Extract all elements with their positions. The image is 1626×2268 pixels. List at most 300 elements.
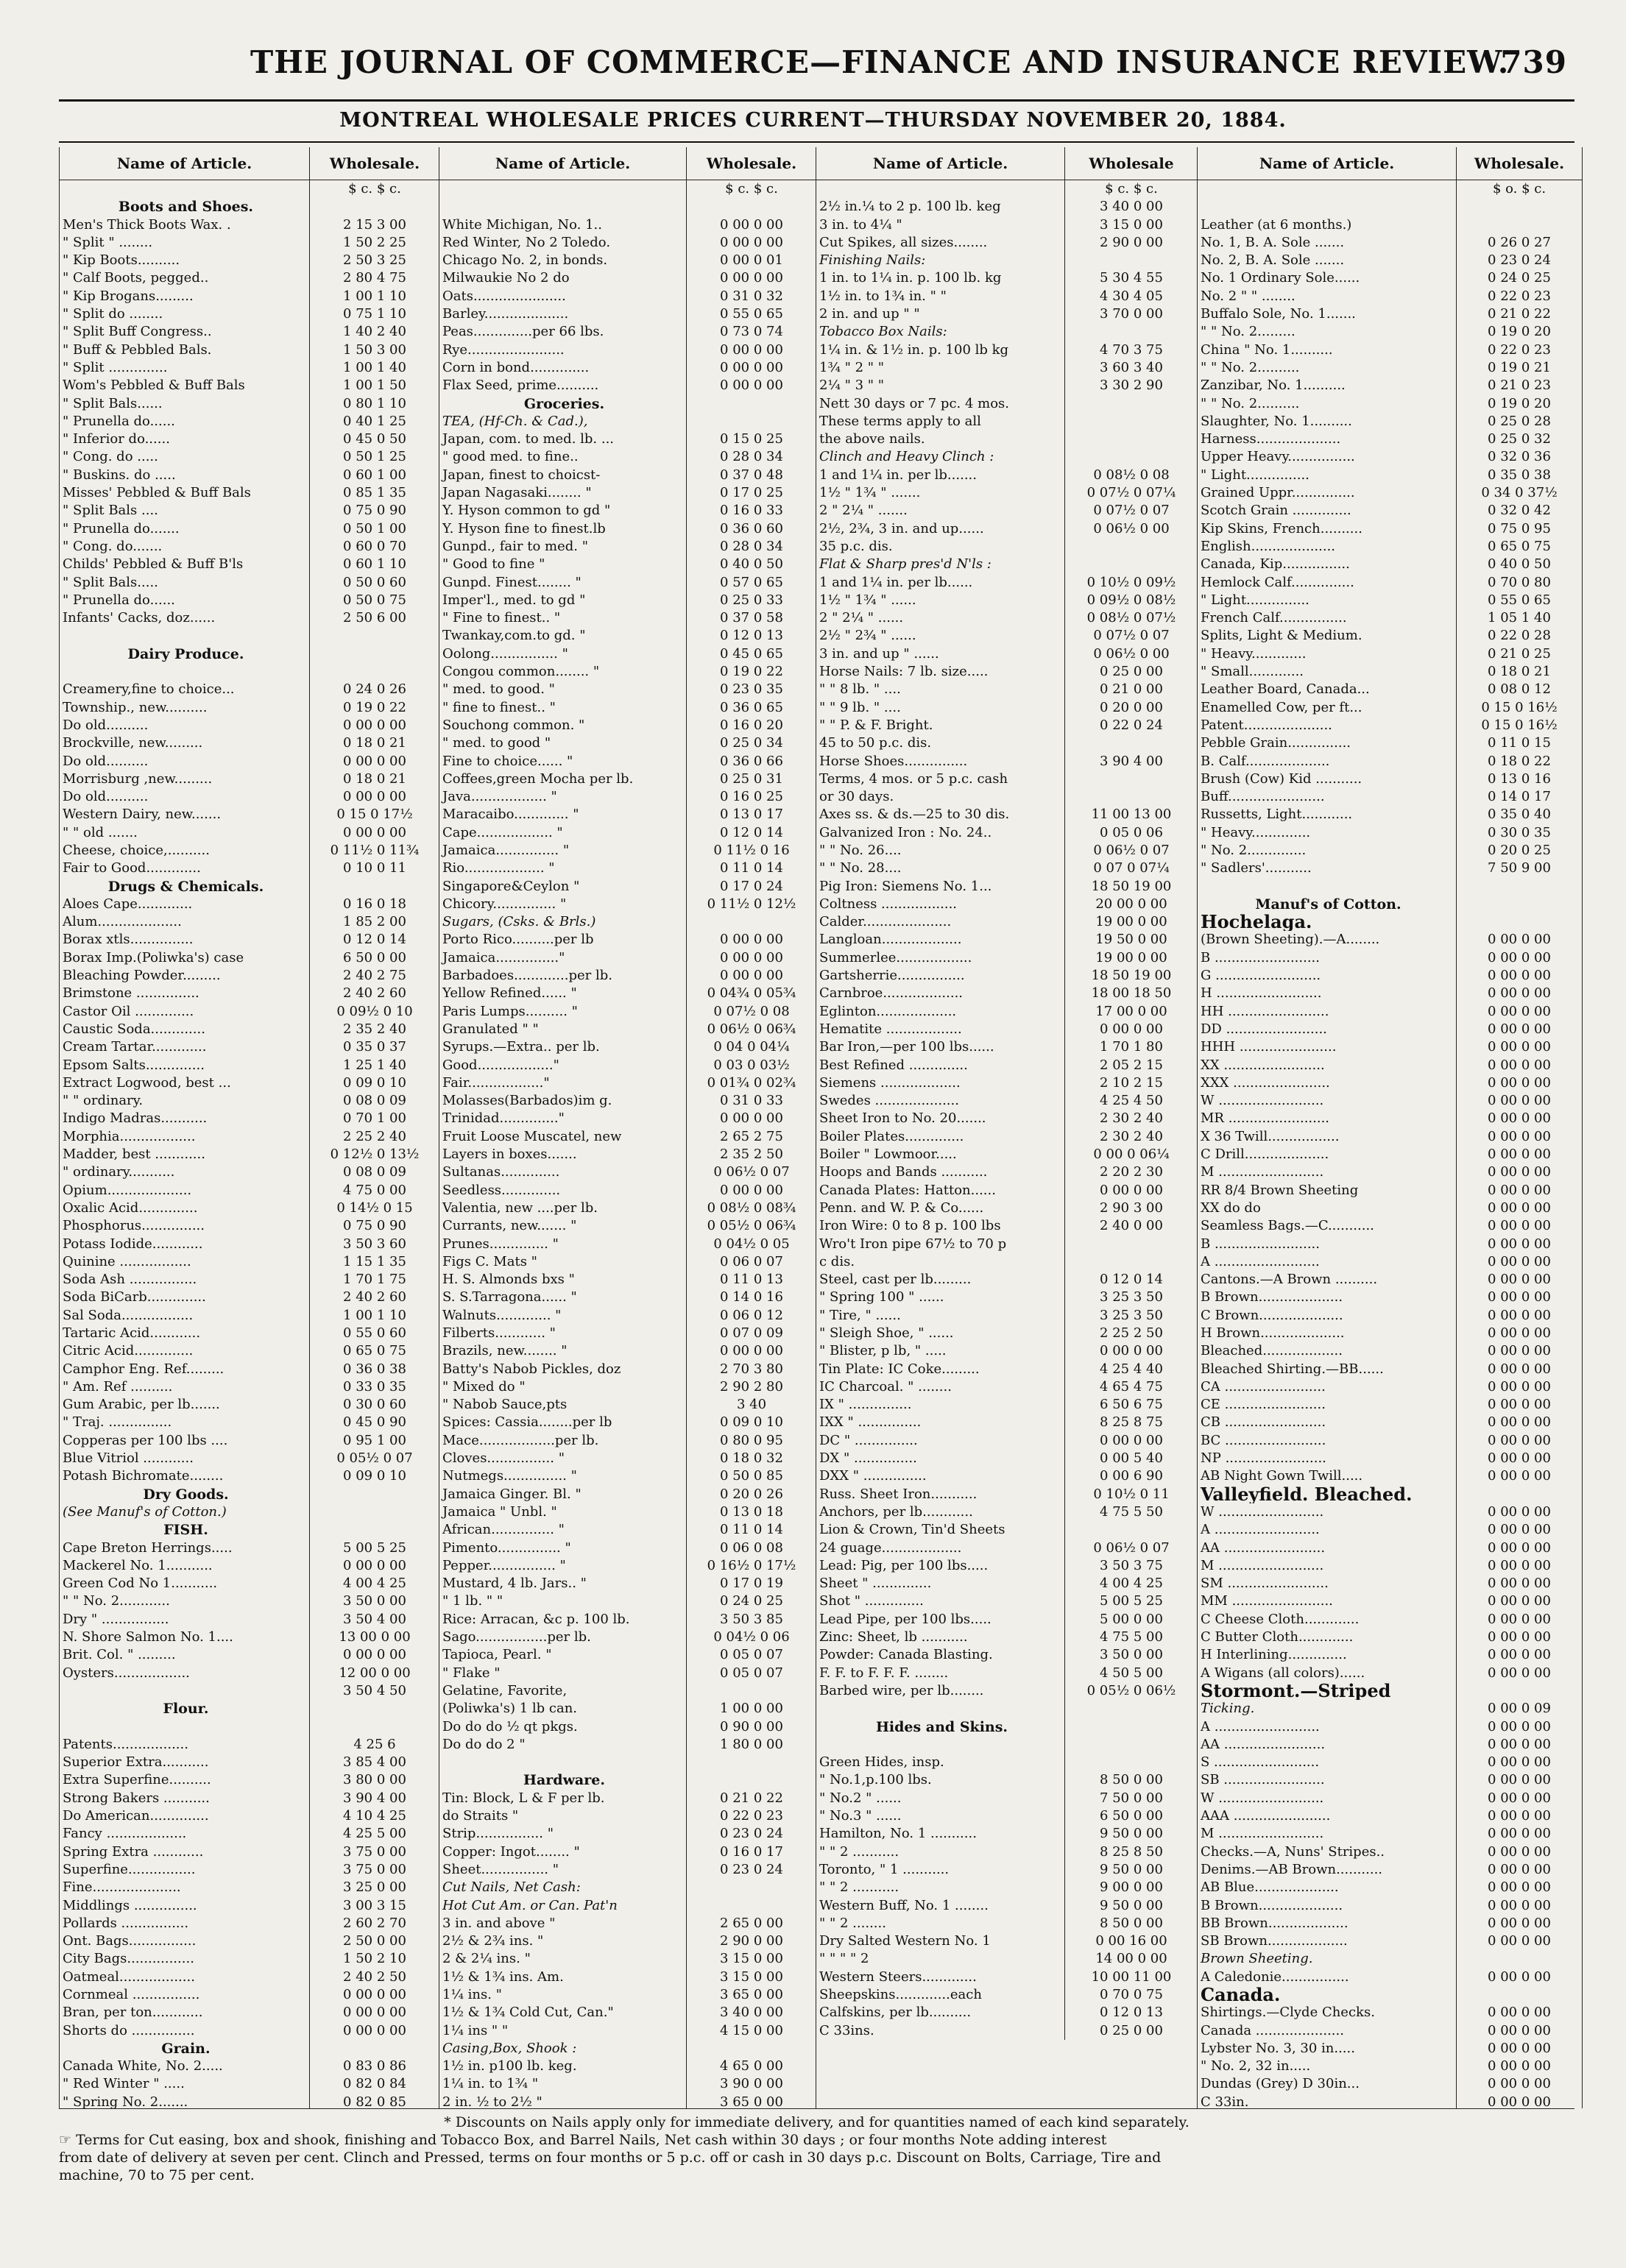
article-name: Blue Vitriol ............ xyxy=(63,1450,194,1467)
article-name: c dis. xyxy=(819,1253,855,1269)
footnote-line-3: from date of delivery at seven per cent. Clinch and Pressed, terms on four months or 5 p.c. off or cash in 30 days p.c. Discount on Bolts, Carriage, Tire and xyxy=(59,2150,1162,2166)
wholesale-price: 0 15 0 17½ xyxy=(309,806,439,823)
article-name: " Split Buff Congress.. xyxy=(63,324,212,340)
price-row xyxy=(439,198,816,216)
wholesale-price: 0 07½ 0 08 xyxy=(686,1003,816,1021)
article-name: Pebble Grain............... xyxy=(1201,735,1351,751)
article-name: Barbadoes.............per lb. xyxy=(442,968,612,984)
article-name: X 36 Twill................. xyxy=(1201,1128,1340,1144)
wholesale-price: 4 65 4 75 xyxy=(1064,1378,1198,1396)
price-row xyxy=(439,1182,816,1199)
article-name: Flat & Sharp pres'd N'ls : xyxy=(819,556,991,573)
price-row xyxy=(60,1307,439,1325)
price-row xyxy=(816,288,1198,305)
wholesale-price: 3 60 3 40 xyxy=(1064,359,1198,377)
article-name: 24 guage................... xyxy=(819,1539,962,1556)
wholesale-price: 0 85 1 35 xyxy=(309,484,439,502)
wholesale-price: 0 00 0 00 xyxy=(1456,1629,1582,1646)
price-column-3 xyxy=(816,147,1198,2108)
price-row xyxy=(60,1432,439,1450)
price-row xyxy=(816,699,1198,717)
price-row xyxy=(439,1539,816,1557)
wholesale-price: 0 82 0 85 xyxy=(309,2094,439,2108)
wholesale-price xyxy=(309,663,439,681)
price-row xyxy=(60,1503,439,1521)
wholesale-price: 4 10 4 25 xyxy=(309,1807,439,1825)
article-name: " ordinary........... xyxy=(63,1164,175,1180)
article-name: Childs' Pebbled & Buff B'ls xyxy=(63,556,244,573)
price-row xyxy=(439,1236,816,1253)
article-name: Barbed wire, per lb........ xyxy=(819,1682,984,1698)
article-name: " Kip Boots.......... xyxy=(63,252,180,269)
price-row xyxy=(439,216,816,234)
wholesale-price: 2 30 2 40 xyxy=(1064,1110,1198,1127)
article-name: Madder, best ............ xyxy=(63,1147,205,1163)
price-row xyxy=(60,1539,439,1557)
wholesale-price: 0 00 5 40 xyxy=(1064,1450,1198,1467)
price-row xyxy=(1198,985,1582,1002)
article-name: Lead Pipe, per 100 lbs..... xyxy=(819,1611,991,1627)
article-name: Creamery,fine to choice... xyxy=(63,681,235,698)
article-name: Granulated " " xyxy=(442,1021,539,1037)
article-name: " Blister, p lb, " ..... xyxy=(819,1343,947,1359)
price-row xyxy=(816,1843,1198,1861)
wholesale-price: 8 50 0 00 xyxy=(1064,1915,1198,1932)
section-heading xyxy=(1198,1986,1582,2004)
price-row xyxy=(1198,1146,1582,1163)
article-name: MM ........................ xyxy=(1201,1593,1333,1609)
price-row xyxy=(439,645,816,663)
wholesale-price: 0 20 0 25 xyxy=(1456,842,1582,860)
article-name: DXX " ............... xyxy=(819,1468,927,1484)
wholesale-price: 2 15 3 00 xyxy=(309,216,439,234)
wholesale-price: 0 22 0 23 xyxy=(686,1807,816,1825)
wholesale-price: 0 10½ 0 09½ xyxy=(1064,574,1198,592)
price-row xyxy=(439,1557,816,1575)
column-header xyxy=(60,147,439,180)
wholesale-price: 0 10 0 11 xyxy=(309,860,439,877)
article-name: Fancy ................... xyxy=(63,1826,187,1842)
wholesale-price: 12 00 0 00 xyxy=(309,1665,439,1682)
section-heading xyxy=(60,1486,439,1503)
article-name: TEA, (Hf-Ch. & Cad.), xyxy=(442,413,588,429)
wholesale-price: 0 22 0 28 xyxy=(1456,627,1582,645)
price-row xyxy=(60,2022,439,2040)
wholesale-price: 0 00 0 00 xyxy=(686,234,816,252)
wholesale-price: 3 50 3 85 xyxy=(686,1611,816,1629)
price-row xyxy=(816,645,1198,663)
wholesale-price: 0 06½ 0 07 xyxy=(1064,1539,1198,1557)
price-row xyxy=(60,377,439,394)
article-name: Dundas (Grey) D 30in... xyxy=(1201,2076,1360,2092)
wholesale-price: 3 75 0 00 xyxy=(309,1843,439,1861)
price-row xyxy=(816,538,1198,556)
section-heading xyxy=(1198,1486,1582,1503)
wholesale-price: 4 50 5 00 xyxy=(1064,1665,1198,1682)
wholesale-price: 13 00 0 00 xyxy=(309,1629,439,1646)
article-name: Hot Cut Am. or Can. Pat'n xyxy=(442,1897,618,1913)
article-name: " " No. 28.... xyxy=(819,860,902,876)
wholesale-price xyxy=(1456,1950,1582,1968)
article-name: " fine to finest.. " xyxy=(442,699,556,715)
wholesale-price xyxy=(686,413,816,430)
article-name: Rio................... " xyxy=(442,860,555,876)
article-name: Shirtings.—Clyde Checks. xyxy=(1201,2005,1375,2021)
article-name: " Nabob Sauce,pts xyxy=(442,1397,568,1413)
wholesale-price: 0 14½ 0 15 xyxy=(309,1199,439,1217)
article-name: Leather (at 6 months.) xyxy=(1201,216,1352,233)
article-name: Hoops and Bands ........... xyxy=(819,1164,988,1180)
wholesale-price xyxy=(309,627,439,645)
article-name: Galvanized Iron : No. 24.. xyxy=(819,824,992,840)
price-row xyxy=(816,467,1198,484)
column-header xyxy=(1198,147,1582,180)
article-name: Hematite .................. xyxy=(819,1021,962,1037)
wholesale-price: 0 23 0 24 xyxy=(686,1825,816,1843)
wholesale-price xyxy=(1456,1486,1582,1503)
wholesale-price: 0 19 0 21 xyxy=(1456,359,1582,377)
wholesale-price: 2 90 3 00 xyxy=(1064,1199,1198,1217)
wholesale-price: 0 36 0 65 xyxy=(686,699,816,717)
price-row xyxy=(60,1879,439,1896)
article-name: Bleached Shirting.—BB...... xyxy=(1201,1361,1384,1377)
article-name: 2 & 2¼ ins. " xyxy=(442,1951,531,1967)
price-row xyxy=(1198,1897,1582,1915)
article-name: Best Refined .............. xyxy=(819,1057,968,1073)
wholesale-price xyxy=(1064,395,1198,413)
article-name: " Buff & Pebbled Bals. xyxy=(63,341,212,358)
article-name: Syrups.—Extra.. per lb. xyxy=(442,1039,600,1055)
price-row xyxy=(60,681,439,698)
price-row xyxy=(439,377,816,394)
wholesale-price: 0 19 0 20 xyxy=(1456,323,1582,341)
article-name: Upper Heavy................ xyxy=(1201,449,1355,465)
wholesale-price: 0 00 6 90 xyxy=(1064,1467,1198,1485)
price-row xyxy=(60,1414,439,1431)
article-name: Flax Seed, prime.......... xyxy=(442,378,599,394)
article-name: Calder..................... xyxy=(819,914,952,930)
article-name: 35 p.c. dis. xyxy=(819,538,893,554)
wholesale-price: 1 40 2 40 xyxy=(309,323,439,341)
price-row xyxy=(816,1790,1198,1807)
wholesale-price: 0 07 0 09 xyxy=(686,1325,816,1342)
wholesale-price: 1 25 1 40 xyxy=(309,1057,439,1074)
article-name: Gum Arabic, per lb....... xyxy=(63,1397,220,1413)
price-row xyxy=(60,1199,439,1217)
price-row xyxy=(1198,1646,1582,1664)
price-row xyxy=(60,323,439,341)
section-heading xyxy=(816,1718,1198,1736)
price-row xyxy=(816,1503,1198,1521)
wholesale-price: 0 37 0 58 xyxy=(686,609,816,627)
footnote-line-2: ☞ Terms for Cut easing, box and shook, finishing and Tobacco Box, and Barrel Nails, Net cash within 30 days ; or four months Note adding interest xyxy=(59,2132,1107,2148)
article-name: " No. 2, 32 in..... xyxy=(1201,2058,1311,2074)
wholesale-price xyxy=(309,1718,439,1736)
wholesale-price: 2 25 2 50 xyxy=(1064,1325,1198,1342)
wholesale-price: 0 08 0 12 xyxy=(1456,681,1582,698)
wholesale-price xyxy=(1456,896,1582,913)
price-row xyxy=(816,1236,1198,1253)
price-row xyxy=(439,359,816,377)
article-name: Dry Salted Western No. 1 xyxy=(819,1933,991,1949)
article-name: 3 in. to 4¼ " xyxy=(819,216,902,233)
article-name: Enamelled Cow, per ft... xyxy=(1201,699,1362,715)
wholesale-price: 0 00 0 00 xyxy=(1456,1236,1582,1253)
price-row xyxy=(439,1665,816,1682)
article-name: Brush (Cow) Kid ........... xyxy=(1201,770,1362,787)
wholesale-price: 2 40 2 60 xyxy=(309,1289,439,1306)
price-row xyxy=(60,1790,439,1807)
price-row xyxy=(816,770,1198,788)
price-row xyxy=(816,1665,1198,1682)
wholesale-price: 0 00 0 00 xyxy=(1456,1879,1582,1896)
article-name: A Caledonie................ xyxy=(1201,1968,1349,1985)
wholesale-price: 0 15 0 16½ xyxy=(1456,717,1582,734)
article-name xyxy=(1198,198,1456,216)
column-header-wholesale: Wholesale xyxy=(1064,147,1198,180)
price-row xyxy=(816,252,1198,269)
article-name: (See Manuf's of Cotton.) xyxy=(63,1503,227,1520)
header-rule xyxy=(59,99,1574,102)
section-heading xyxy=(439,1771,816,1789)
price-row xyxy=(60,520,439,538)
article-name: 2 " 2¼ " ....... xyxy=(819,503,908,519)
article-name: Do old.......... xyxy=(63,753,149,769)
article-name: XX do do xyxy=(1201,1199,1261,1216)
wholesale-price: 0 82 0 84 xyxy=(309,2075,439,2093)
wholesale-price xyxy=(1064,1718,1198,1736)
price-row xyxy=(816,1700,1198,1718)
wholesale-price: 3 50 4 50 xyxy=(309,1682,439,1700)
article-name: 2½ in.¼ to 2 p. 100 lb. keg xyxy=(819,199,1001,215)
article-name: A ......................... xyxy=(1201,1522,1320,1538)
price-row xyxy=(60,359,439,377)
wholesale-price: 0 09½ 0 08½ xyxy=(1064,592,1198,609)
wholesale-price: 3 80 0 00 xyxy=(309,1771,439,1789)
wholesale-price: 1 00 1 50 xyxy=(309,377,439,394)
article-name: Steel, cast per lb......... xyxy=(819,1272,972,1288)
wholesale-price: 0 50 0 75 xyxy=(309,592,439,609)
wholesale-price: 3 40 0 00 xyxy=(686,2004,816,2021)
article-name: BC ........................ xyxy=(1201,1432,1326,1448)
wholesale-price: 0 00 0 00 xyxy=(1456,985,1582,1002)
wholesale-price: 0 00 0 00 xyxy=(686,359,816,377)
article-name: A Wigans (all colors)...... xyxy=(1201,1665,1365,1681)
article-name: Japan Nagasaki........ " xyxy=(442,485,592,501)
price-row xyxy=(816,1128,1198,1146)
article-name: AB Night Gown Twill..... xyxy=(1201,1468,1363,1484)
wholesale-price: 0 06 0 07 xyxy=(686,1253,816,1271)
price-row xyxy=(816,1199,1198,1217)
wholesale-price: 0 50 1 25 xyxy=(309,448,439,466)
wholesale-price: 0 60 1 00 xyxy=(309,467,439,484)
wholesale-price: 19 50 0 00 xyxy=(1064,931,1198,949)
article-name: Flour. xyxy=(163,1701,209,1718)
wholesale-price xyxy=(309,1503,439,1521)
wholesale-price xyxy=(686,1754,816,1771)
wholesale-price: 4 70 3 75 xyxy=(1064,341,1198,359)
article-name xyxy=(60,627,309,645)
price-row xyxy=(1198,1807,1582,1825)
article-name: C Drill.................... xyxy=(1201,1147,1329,1163)
wholesale-price: 0 11 0 15 xyxy=(1456,734,1582,752)
price-row xyxy=(816,949,1198,967)
wholesale-price: 0 36 0 66 xyxy=(686,753,816,770)
wholesale-price: 3 65 0 00 xyxy=(686,1986,816,2004)
article-name: Chicory............... " xyxy=(442,896,567,912)
wholesale-price: 0 70 0 75 xyxy=(1064,1986,1198,2004)
price-row xyxy=(439,1682,816,1700)
article-name: Buffalo Sole, No. 1....... xyxy=(1201,306,1356,322)
article-name: Yellow Refined...... " xyxy=(442,985,577,1002)
wholesale-price: 0 19 0 22 xyxy=(686,663,816,681)
price-row xyxy=(439,1128,816,1146)
article-name: Mackerel No. 1........... xyxy=(63,1557,213,1573)
article-name: Brazils, new........ " xyxy=(442,1343,568,1359)
article-name: Sal Soda................. xyxy=(63,1307,194,1323)
column-header-wholesale: Wholesale. xyxy=(1456,147,1582,180)
wholesale-price: 3 50 0 00 xyxy=(1064,1646,1198,1664)
price-row xyxy=(60,448,439,466)
article-name: Nutmegs............... " xyxy=(442,1468,577,1484)
article-name: Denims.—AB Brown........... xyxy=(1201,1861,1383,1877)
wholesale-price: 0 24 0 26 xyxy=(309,681,439,698)
article-name: Russ. Sheet Iron........... xyxy=(819,1486,978,1502)
price-row xyxy=(60,1342,439,1360)
wholesale-price: 0 00 0 00 xyxy=(1456,1110,1582,1127)
wholesale-price: 2 35 2 40 xyxy=(309,1021,439,1038)
price-row xyxy=(816,1646,1198,1664)
article-name: Citric Acid.............. xyxy=(63,1343,194,1359)
price-row xyxy=(1198,1450,1582,1467)
wholesale-price: 0 07½ 0 07¼ xyxy=(1064,484,1198,502)
wholesale-price: 0 00 0 00 xyxy=(1456,1307,1582,1325)
price-row xyxy=(1198,574,1582,592)
article-name: B ......................... xyxy=(1201,1236,1320,1252)
wholesale-price xyxy=(309,1700,439,1718)
price-row xyxy=(60,967,439,985)
price-row xyxy=(60,2094,439,2108)
wholesale-price: 1 00 1 10 xyxy=(309,1307,439,1325)
wholesale-price: 0 21 0 23 xyxy=(1456,377,1582,394)
article-name: or 30 days. xyxy=(819,789,894,805)
price-row xyxy=(816,717,1198,734)
wholesale-price: 0 70 0 80 xyxy=(1456,574,1582,592)
price-row xyxy=(60,985,439,1002)
article-name: These terms apply to all xyxy=(819,413,981,429)
price-row xyxy=(816,520,1198,538)
article-name: Do old.......... xyxy=(63,789,149,805)
wholesale-price: 0 65 0 75 xyxy=(1456,538,1582,556)
article-name: Powder: Canada Blasting. xyxy=(819,1647,993,1663)
wholesale-price: 0 12 0 13 xyxy=(1064,2004,1198,2021)
article-name: 1½ in. p100 lb. keg. xyxy=(442,2058,577,2074)
wholesale-price: 0 00 0 00 xyxy=(1064,1432,1198,1450)
wholesale-price: 0 55 0 65 xyxy=(686,305,816,323)
wholesale-price: 0 50 0 85 xyxy=(686,1467,816,1485)
price-row xyxy=(1198,1754,1582,1771)
wholesale-price xyxy=(1064,538,1198,556)
wholesale-price: 0 00 0 00 xyxy=(1456,1146,1582,1163)
article-name: Pig Iron: Siemens No. 1... xyxy=(819,878,992,894)
article-name: " Split do ........ xyxy=(63,306,163,322)
article-name: Scotch Grain .............. xyxy=(1201,503,1351,519)
price-row xyxy=(816,269,1198,287)
wholesale-price: 0 23 0 24 xyxy=(1456,252,1582,269)
wholesale-price: 4 75 5 50 xyxy=(1064,1503,1198,1521)
price-row xyxy=(1198,216,1582,234)
price-row xyxy=(439,1253,816,1271)
article-name: A ......................... xyxy=(1201,1253,1320,1269)
wholesale-price: 0 11½ 0 11¾ xyxy=(309,842,439,860)
article-name: Lead: Pig, per 100 lbs..... xyxy=(819,1557,989,1573)
article-name: Imper'l., med. to gd " xyxy=(442,592,586,608)
wholesale-price: 2 70 3 80 xyxy=(686,1361,816,1378)
article-name: W ......................... xyxy=(1201,1503,1324,1520)
section-heading xyxy=(1198,913,1582,931)
article-name: Gelatine, Favorite, xyxy=(442,1682,568,1698)
wholesale-price: 2 50 3 25 xyxy=(309,252,439,269)
wholesale-price: 19 00 0 00 xyxy=(1064,913,1198,931)
price-row xyxy=(60,1861,439,1879)
article-name: " Split " ........ xyxy=(63,234,153,250)
wholesale-price: 0 10½ 0 11 xyxy=(1064,1486,1198,1503)
wholesale-price: 0 34 0 37½ xyxy=(1456,484,1582,502)
price-row xyxy=(60,1092,439,1110)
article-name: Shot " .............. xyxy=(819,1593,924,1609)
article-name: Chicago No. 2, in bonds. xyxy=(442,252,608,269)
article-name: Sago.................per lb. xyxy=(442,1629,591,1645)
price-row xyxy=(816,1396,1198,1414)
wholesale-price: 3 70 0 00 xyxy=(1064,305,1198,323)
price-row xyxy=(1198,1253,1582,1271)
price-row xyxy=(439,1467,816,1485)
wholesale-price: 0 45 0 90 xyxy=(309,1414,439,1431)
article-name: B Brown.................... xyxy=(1201,1289,1343,1305)
wholesale-price: 2 20 2 30 xyxy=(1064,1163,1198,1181)
wholesale-price: 0 00 0 00 xyxy=(1456,1915,1582,1932)
article-name: Oysters.................. xyxy=(63,1665,190,1681)
article-name: M ......................... xyxy=(1201,1164,1324,1180)
price-row xyxy=(1198,1557,1582,1575)
article-name: C 33ins. xyxy=(819,2022,874,2038)
price-row xyxy=(439,949,816,967)
wholesale-price: 0 23 0 35 xyxy=(686,681,816,698)
wholesale-price: 3 90 4 00 xyxy=(1064,753,1198,770)
price-row xyxy=(816,627,1198,645)
price-row xyxy=(816,913,1198,931)
wholesale-price: 0 00 0 00 xyxy=(1456,1325,1582,1342)
price-row xyxy=(60,1217,439,1235)
section-heading xyxy=(60,645,439,663)
wholesale-price: 0 06½ 0 07 xyxy=(1064,842,1198,860)
article-name: Sheet " .............. xyxy=(819,1576,932,1592)
article-name: Shorts do ............... xyxy=(63,2022,195,2038)
article-name: " Light............... xyxy=(1201,467,1309,483)
wholesale-price: 0 09 0 10 xyxy=(309,1467,439,1485)
wholesale-price: 0 00 0 00 xyxy=(309,717,439,734)
article-name xyxy=(816,1736,1064,1754)
wholesale-price: 3 25 3 50 xyxy=(1064,1307,1198,1325)
article-name: " Flake " xyxy=(442,1665,501,1681)
article-name: Fair.................." xyxy=(442,1074,550,1091)
price-row xyxy=(1198,198,1582,216)
wholesale-price: 0 73 0 74 xyxy=(686,323,816,341)
wholesale-price: 0 00 0 00 xyxy=(686,1110,816,1127)
wholesale-price: 0 55 0 65 xyxy=(1456,592,1582,609)
wholesale-price: 0 00 0 00 xyxy=(1064,1182,1198,1199)
article-name: Horse Shoes............... xyxy=(819,753,968,769)
